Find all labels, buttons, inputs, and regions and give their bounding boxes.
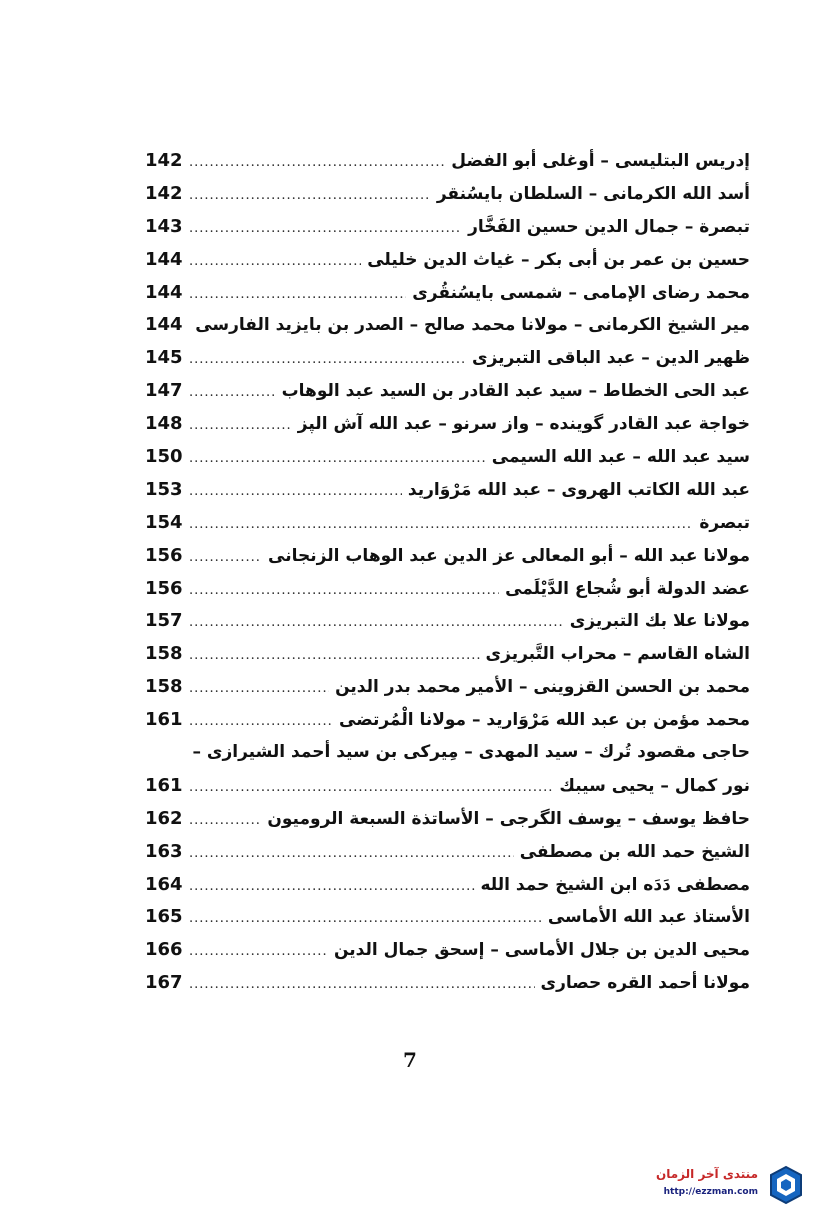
toc-entry — [145, 413, 750, 446]
toc-dot-leader — [189, 780, 553, 795]
toc-dot-leader — [189, 583, 499, 598]
toc-entry-title: عبد الحى الخطاط – سيد عبد القادر بن السيد عبد الوهاب — [281, 381, 750, 402]
toc-entry-page: 143 — [145, 215, 183, 237]
toc-entry — [145, 512, 750, 545]
toc-entry-title: تبصرة – جمال الدين حسين الفَخَّار — [468, 216, 750, 237]
toc-entry — [145, 906, 750, 939]
toc-dot-leader — [189, 714, 333, 729]
toc-dot-leader — [189, 813, 261, 828]
toc-dot-leader — [189, 911, 542, 926]
page-number: 7 — [403, 1048, 417, 1072]
toc-entry — [145, 446, 750, 479]
toc-entry-page: 145 — [145, 347, 183, 369]
toc-entry — [145, 972, 750, 1005]
toc-entry — [145, 380, 750, 413]
toc-entry — [145, 314, 750, 347]
toc-entry-title: حافظ يوسف – يوسف الگرجى – الأساتذة السبعة الروميون — [267, 808, 750, 829]
toc-dot-leader — [189, 879, 475, 894]
toc-entry — [145, 874, 750, 907]
toc-entry-title: عبد الله الكاتب الهروى – عبد الله مَرْوَاريد — [407, 479, 750, 500]
toc-entry-title: مصطفى دَدَه ابن الشيخ حمد الله — [480, 874, 750, 895]
toc-entry — [145, 643, 750, 676]
toc-dot-leader — [189, 155, 445, 170]
toc-entry-page: 158 — [145, 676, 183, 698]
toc-entry-page: 157 — [145, 610, 183, 632]
toc-entries-top — [145, 150, 750, 742]
toc-entry-title: الشيخ حمد الله بن مصطفى — [519, 841, 750, 862]
toc-dot-leader — [189, 846, 514, 861]
toc-entry-page: 150 — [145, 446, 183, 468]
toc-entry-title: محمد مؤمن بن عبد الله مَرْوَاريد – مولانا الْمُرتضى — [339, 710, 750, 731]
toc-entry-page: 142 — [145, 150, 183, 171]
toc-entry — [145, 150, 750, 183]
toc-entry-page: 154 — [145, 511, 183, 533]
toc-entry-title: عضد الدولة أبو شُجاع الدَّيْلَمى — [505, 578, 750, 599]
toc-dot-leader — [189, 221, 462, 236]
toc-dot-leader — [189, 385, 276, 400]
toc-entry — [145, 545, 750, 578]
toc-entry-page: 142 — [145, 182, 183, 204]
toc-entry-title: حسين بن عمر بن أبى بكر – غياث الدين خليلى — [367, 249, 750, 270]
toc-entry-page: 156 — [145, 577, 183, 599]
toc-entry — [145, 841, 750, 874]
toc-dot-leader — [189, 352, 466, 367]
toc-dot-leader — [189, 648, 480, 663]
toc-entry — [145, 578, 750, 611]
toc-entry — [145, 709, 750, 742]
shield-emblem-icon — [766, 1165, 806, 1205]
toc-entry-page: 167 — [145, 972, 183, 994]
toc-entry-title: محمد بن الحسن القزوينى – الأمير محمد بدر الدين — [335, 677, 750, 698]
toc-entry — [145, 610, 750, 643]
toc-entry-title: محمد رضاى الإمامى – شمسى بايسُنقُرى — [412, 282, 750, 303]
toc-entry-page: 163 — [145, 840, 183, 862]
toc-entry-title: سيد عبد الله – عبد الله السيمى — [491, 447, 750, 468]
toc-entry-title: نور كمال – يحيى سيبك — [559, 775, 750, 796]
toc-entry-page: 161 — [145, 709, 183, 731]
toc-entry-title: إدريس البتليسى – أوغلى أبو الفضل — [451, 151, 750, 171]
watermark-title: منتدى آخر الزمان — [656, 1167, 758, 1181]
toc-dot-leader — [189, 418, 292, 433]
toc-entry — [145, 347, 750, 380]
toc-entry-title: أسد الله الكرمانى – السلطان بايسُنقر — [436, 183, 750, 204]
toc-dot-leader — [189, 681, 329, 696]
toc-dot-leader — [189, 615, 564, 630]
toc-entry-title: الشاه القاسم – محراب التَّبريزى — [485, 644, 750, 665]
toc-entry-page: 144 — [145, 281, 183, 303]
toc-entry-page: 165 — [145, 906, 183, 928]
toc-entry-title: الأستاذ عبد الله الأماسى — [547, 907, 750, 928]
toc-entries-bottom — [145, 808, 750, 1005]
toc-entry-title: حاجى مقصود تُرك – سيد المهدى – مِيركى بن سيد أحمد الشيرازى – — [192, 742, 750, 763]
table-of-contents — [145, 150, 750, 1005]
toc-entry-title: محيى الدين بن جلال الأماسى – إسحق جمال الدين — [334, 940, 750, 961]
toc-dot-leader — [189, 944, 328, 959]
toc-entry-wrapped-line1 — [145, 742, 750, 775]
toc-entry-title: مير الشيخ الكرمانى – مولانا محمد صالح – الصدر بن بايزيد الفارسى — [195, 315, 750, 336]
toc-dot-leader — [189, 287, 406, 302]
toc-entry-page: 144 — [145, 248, 183, 270]
toc-entry — [145, 676, 750, 709]
toc-dot-leader — [189, 484, 402, 499]
toc-entry-title: مولانا أحمد القره حصارى — [540, 973, 750, 994]
toc-dot-leader — [189, 188, 431, 203]
toc-dot-leader — [189, 517, 693, 532]
toc-entry-page: 147 — [145, 380, 183, 402]
toc-entry-wrapped-line2 — [145, 775, 750, 808]
toc-dot-leader — [189, 977, 535, 992]
toc-entry-page: 148 — [145, 413, 183, 435]
toc-entry-page: 144 — [145, 314, 183, 336]
toc-dot-leader — [189, 254, 361, 269]
toc-entry-page: 166 — [145, 939, 183, 961]
toc-entry-title: ظهير الدين – عبد الباقى التبريزى — [472, 348, 750, 369]
toc-entry-page: 153 — [145, 478, 183, 500]
watermark-url: http://ezzman.com — [663, 1187, 758, 1197]
toc-entry-page: 164 — [145, 873, 183, 895]
toc-entry — [145, 808, 750, 841]
toc-entry — [145, 479, 750, 512]
toc-entry-title: تبصرة — [699, 512, 750, 533]
toc-entry-page: 156 — [145, 544, 183, 566]
toc-entry — [145, 939, 750, 972]
toc-dot-leader — [189, 451, 486, 466]
toc-entry-title: مولانا علا بك التبريزى — [569, 611, 750, 632]
toc-entry — [145, 216, 750, 249]
toc-entry-page: 158 — [145, 643, 183, 665]
toc-entry-page: 161 — [145, 774, 183, 796]
toc-entry — [145, 249, 750, 282]
toc-entry-page: 162 — [145, 807, 183, 829]
toc-entry-title: خواجة عبد القادر گوينده – واز سرنو – عبد الله آش الپز — [297, 414, 750, 435]
toc-entry — [145, 183, 750, 216]
watermark-logo — [640, 1165, 810, 1205]
toc-dot-leader — [189, 550, 262, 565]
toc-entry-title: مولانا عبد الله – أبو المعالى عز الدين عبد الوهاب الزنجانى — [268, 545, 750, 566]
toc-entry — [145, 282, 750, 315]
